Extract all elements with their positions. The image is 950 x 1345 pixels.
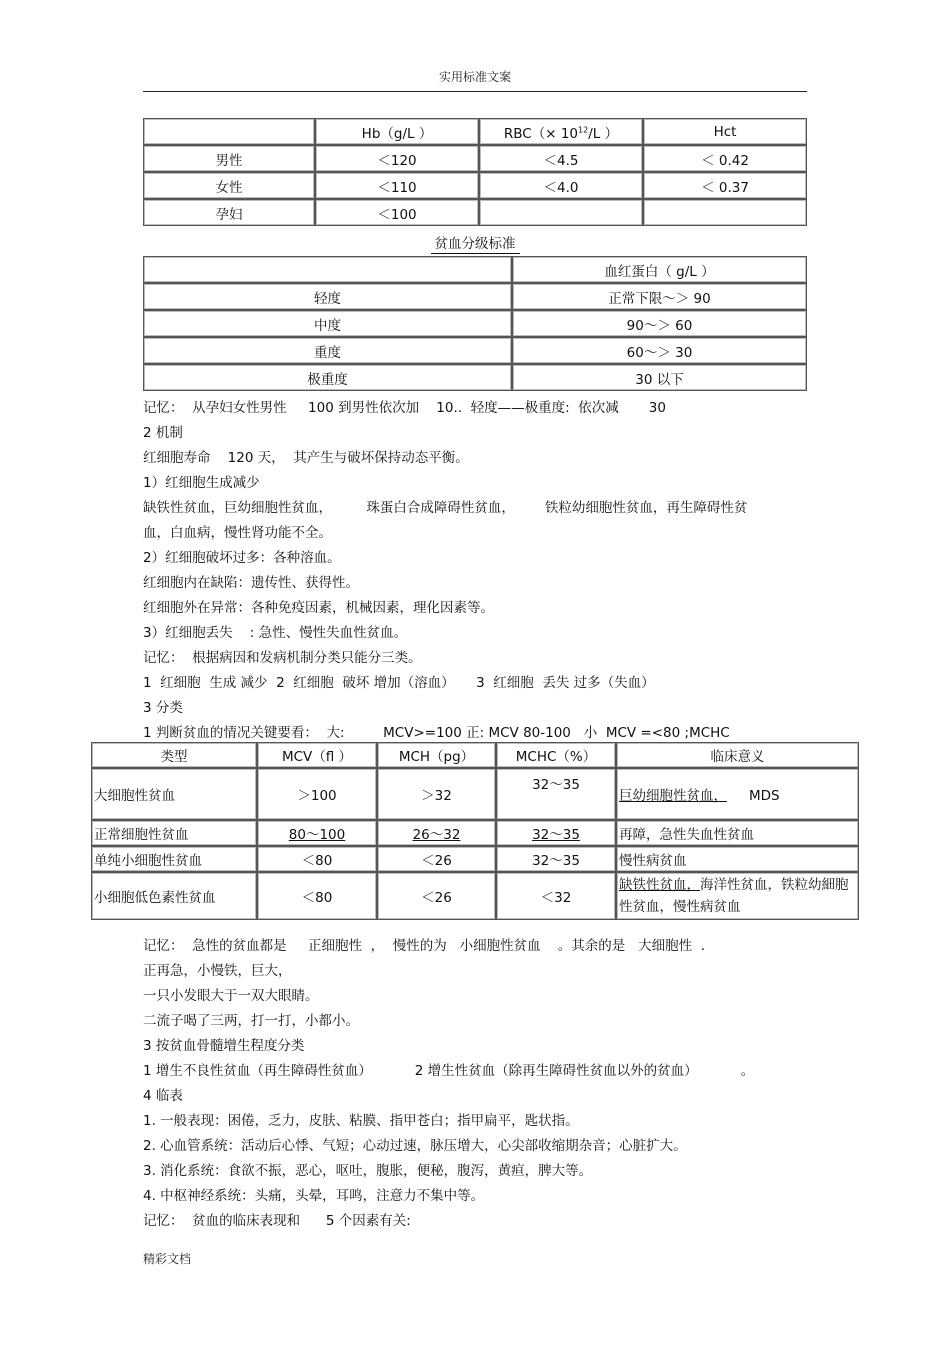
- subheading: 1）红细胞生成减少: [143, 475, 260, 491]
- table-cell: 极重度: [143, 364, 512, 391]
- table-cell: 正常下限～＞ 90: [512, 283, 807, 310]
- table-row: [91, 872, 859, 920]
- table-cell: 女性: [143, 172, 315, 199]
- morphology-classification-table: [91, 742, 859, 920]
- paragraph-line: 1 红细胞 生成 减少 2 红细胞 破坏 增加（溶血） 3 红细胞 丢失 过多（失血）: [143, 675, 655, 691]
- table-cell: 轻度: [143, 283, 512, 310]
- paragraph-line: 血，白血病，慢性肾功能不全。: [143, 525, 332, 541]
- table-header-row: [91, 742, 859, 768]
- table-cell: ＜26: [377, 846, 496, 872]
- paragraph-line: 2. 心血管系统：活动后心悸、气短；心动过速，脉压增大，心尖部收缩期杂音；心脏扩大。: [143, 1138, 687, 1154]
- table-cell: ＜ 0.37: [643, 172, 807, 199]
- paragraph-line: 红细胞外在异常：各种免疫因素，机械因素，理化因素等。: [143, 600, 494, 616]
- table-cell: 巨幼细胞性贫血， MDS: [616, 768, 859, 820]
- table-cell: ＜100: [315, 199, 479, 226]
- table-cell: 80～100: [257, 820, 377, 846]
- table-cell: 26～32: [377, 820, 496, 846]
- page-footer-text: 精彩文档: [143, 1252, 192, 1266]
- table-cell: ＜120: [315, 145, 479, 172]
- table-cell: 30 以下: [512, 364, 807, 391]
- table-row: [143, 364, 807, 391]
- grading-table-caption: 贫血分级标准: [143, 232, 807, 252]
- table-cell: ＞100: [257, 768, 377, 820]
- page-header-title: 实用标准文案: [438, 70, 511, 84]
- table-cell: ＜80: [257, 846, 377, 872]
- table-row: [143, 283, 807, 310]
- table-cell: 大细胞性贫血: [91, 768, 257, 820]
- header-divider: [143, 91, 807, 92]
- subheading: 3）红细胞丢失 : 急性、慢性失血性贫血。: [143, 625, 408, 641]
- table-row: [91, 846, 859, 872]
- table-row: [143, 310, 807, 337]
- table-cell: 男性: [143, 145, 315, 172]
- table-cell: [643, 199, 807, 226]
- table-cell: 缺铁性贫血，海洋性贫血，铁粒幼細胞性贫血，慢性病贫血: [616, 872, 859, 920]
- paragraph-line: 4. 中枢神经系统：头痛，头晕，耳鸣，注意力不集中等。: [143, 1188, 485, 1204]
- table-cell: 慢性病贫血: [616, 846, 859, 872]
- anemia-grading-table: [143, 256, 807, 391]
- table-row: [143, 145, 807, 172]
- mnemonic-line: 二流子喝了三两，打一打，小都小。: [143, 1013, 359, 1029]
- table-cell: ＜4.0: [479, 172, 643, 199]
- subheading: 2）红细胞破坏过多：各种溶血。: [143, 550, 341, 566]
- paragraph-line: 1 增生不良性贫血（再生障碍性贫血） 2 增生性贫血（除再生障碍性贫血以外的贫血） 。: [143, 1063, 755, 1079]
- paragraph-line: 1. 一般表现：困倦，乏力，皮肤、粘膜、指甲苍白；指甲扁平，匙状指。: [143, 1113, 579, 1129]
- header-cell-hemoglobin: 血红蛋白（ g/L ）: [512, 256, 807, 283]
- table-cell: 重度: [143, 337, 512, 364]
- table-cell: 60～＞ 30: [512, 337, 807, 364]
- table-cell: ＜32: [496, 872, 616, 920]
- anemia-criteria-table: [143, 118, 807, 226]
- header-cell: [143, 256, 512, 283]
- header-cell-hb: Hb（g/L ）: [315, 118, 479, 145]
- paragraph-line: 1 判断贫血的情况关键要看： 大: MCV>=100 正: MCV 80-100 小 MCV =<80 ;MCHC: [143, 725, 730, 741]
- memo-line: 记忆： 根据病因和发病机制分类只能分三类。: [143, 650, 422, 666]
- paragraph-line: 3. 消化系统：食欲不振，恶心，呕吐，腹胀，便秘，腹泻，黄疸，脾大等。: [143, 1163, 593, 1179]
- memo-line: 记忆： 从孕妇女性男性 100 到男性依次加 10.. 轻度——极重度: 依次减 30: [143, 400, 666, 416]
- table-cell: ＜80: [257, 872, 377, 920]
- subheading: 3 按贫血骨髓增生程度分类: [143, 1038, 305, 1054]
- table-cell: 再障，急性失血性贫血: [616, 820, 859, 846]
- header-cell-mch: MCH（pg）: [377, 742, 496, 768]
- memo-line: 记忆： 贫血的临床表现和 5 个因素有关:: [143, 1213, 411, 1229]
- table-cell: ＞32: [377, 768, 496, 820]
- table-header-row: [143, 256, 807, 283]
- paragraph-line: 红细胞内在缺陷：遗传性、获得性。: [143, 575, 359, 591]
- mnemonic-line: 一只小发眼大于一双大眼睛。: [143, 988, 319, 1004]
- paragraph-line: 红细胞寿命 120 天， 其产生与破坏保持动态平衡。: [143, 450, 469, 466]
- table-cell: 32～35: [496, 820, 616, 846]
- table-cell: [479, 199, 643, 226]
- table-cell: 中度: [143, 310, 512, 337]
- table-cell: ＜26: [377, 872, 496, 920]
- header-cell-rbc: $RBC(\times 10^{12}/L$ ）: [479, 118, 643, 145]
- table-row: [143, 172, 807, 199]
- table-cell: ＜4.5: [479, 145, 643, 172]
- mnemonic-line: 正再急，小慢铁，巨大，: [143, 963, 292, 979]
- header-cell-clinical: 临床意义: [616, 742, 859, 768]
- table-row: [143, 199, 807, 226]
- table-row: [143, 337, 807, 364]
- header-cell-type: 类型: [91, 742, 257, 768]
- table-cell: 孕妇: [143, 199, 315, 226]
- table-row: [91, 768, 859, 820]
- table-cell: 单纯小细胞性贫血: [91, 846, 257, 872]
- table-header-row: [143, 118, 807, 145]
- table-cell: 32～35: [496, 846, 616, 872]
- table-cell: ＜110: [315, 172, 479, 199]
- table-cell: 90～＞ 60: [512, 310, 807, 337]
- table-cell: 32～35: [496, 768, 616, 820]
- header-cell-mchc: MCHC（%）: [496, 742, 616, 768]
- section-heading: 3 分类: [143, 700, 183, 716]
- paragraph-line: 缺铁性贫血，巨幼细胞性贫血， 珠蛋白合成障碍性贫血， 铁粒幼细胞性贫血，再生障碍性贫: [143, 500, 748, 516]
- table-cell: 小细胞低色素性贫血: [91, 872, 257, 920]
- header-cell-hct: Hct: [643, 118, 807, 145]
- table-cell: ＜ 0.42: [643, 145, 807, 172]
- section-heading: 4 临表: [143, 1088, 183, 1104]
- header-cell: [143, 118, 315, 145]
- table-cell: 正常细胞性贫血: [91, 820, 257, 846]
- section-heading: 2 机制: [143, 425, 183, 441]
- table-row: [91, 820, 859, 846]
- header-cell-mcv: MCV（fl ）: [257, 742, 377, 768]
- memo-line: 记忆： 急性的贫血都是 正细胞性 ， 慢性的为 小细胞性贫血 。其余的是 大细胞性 .: [143, 938, 705, 954]
